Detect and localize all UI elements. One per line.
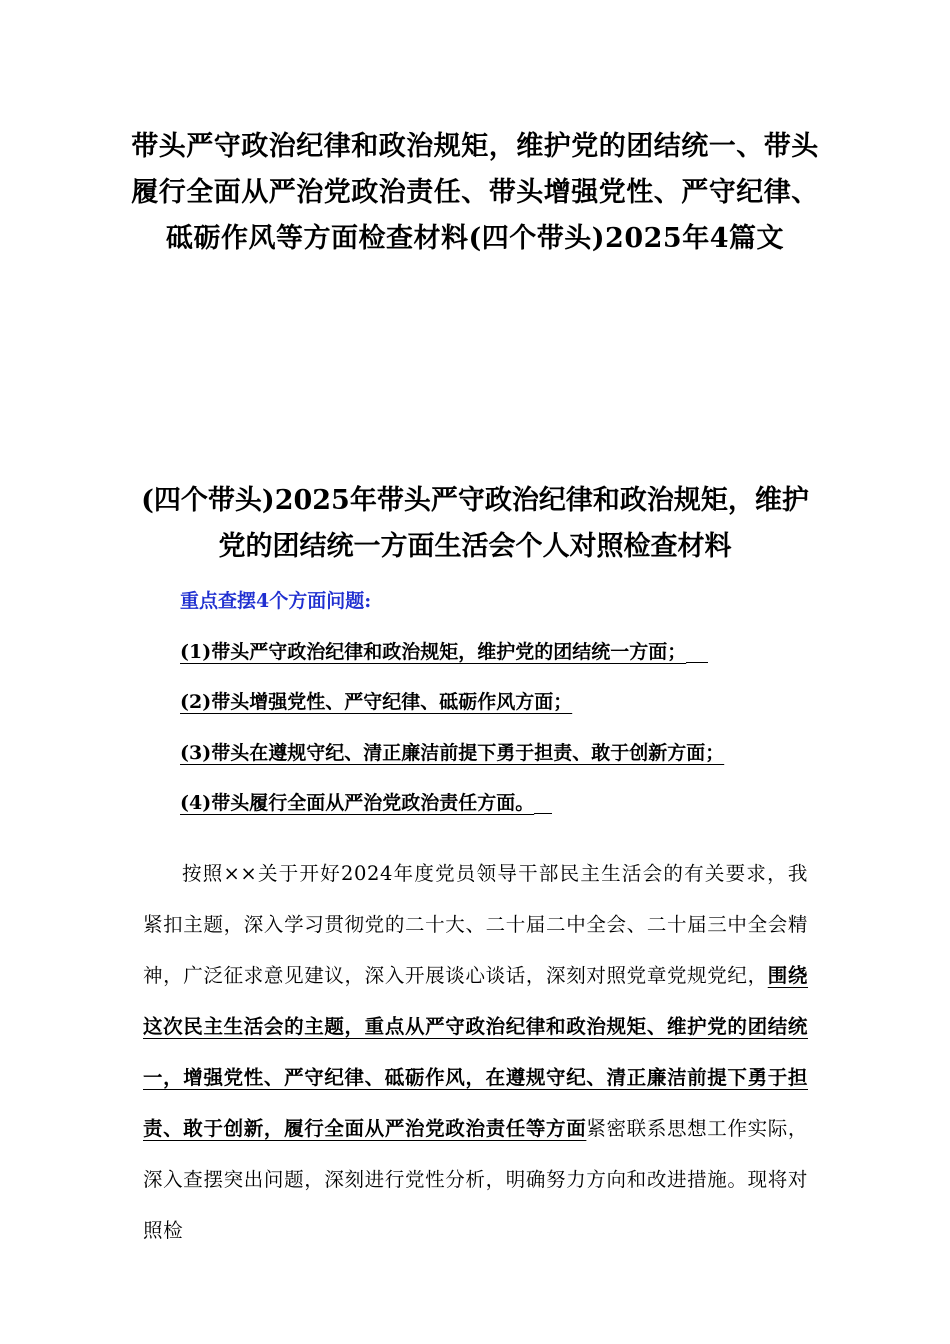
focus-item-4: [180, 788, 552, 815]
underline-rule: [534, 812, 552, 814]
focus-item-2: [180, 687, 572, 714]
focus-item-3: [180, 738, 724, 765]
paragraph-text: 紧密联系思想工作实际，深入查摆突出问题，深刻进行党性分析，明确努力方向和改进措施。现将对照检: [143, 1116, 809, 1242]
focus-heading: 重点查摆4个方面问题:: [180, 590, 372, 612]
section-title: (四个带头)2025年带头严守政治纪律和政治规矩，维护党的团结统一方面生活会个人对照检查材料: [141, 485, 809, 562]
body-paragraph: [143, 848, 808, 1256]
document-title: 带头严守政治纪律和政治规矩，维护党的团结统一、带头履行全面从严治党政治责任、带头增强党性、严守纪律、砥砺作风等方面检查材料(四个带头)2025年4篇文: [131, 131, 819, 254]
focus-item-text: (4)带头履行全面从严治党政治责任方面。: [180, 792, 535, 814]
focus-item-text: (1)带头严守政治纪律和政治规矩，维护党的团结统一方面；: [180, 641, 687, 663]
paragraph-text: 按照××关于开好2024年度党员领导干部民主生活会的有关要求，我紧扣主题，深入学习贯彻党的二十大、二十届二中全会、二十届三中全会精神，广泛征求意见建议，深入开展谈心谈话，深刻对照党章党规党纪，: [143, 861, 808, 987]
focus-item-text: (2)带头增强党性、严守纪律、砥砺作风方面；: [180, 691, 573, 713]
focus-item-1: [180, 637, 708, 664]
paragraph-emphasis: 围绕这次民主生活会的主题，重点从严守政治纪律和政治规矩、维护党的团结统一，增强党性、严守纪律、砥砺作风，在遵规守纪、清正廉洁前提下勇于担责、敢于创新，履行全面从严治党政治责任等方面: [143, 963, 809, 1140]
focus-item-text: (3)带头在遵规守纪、清正廉洁前提下勇于担责、敢于创新方面；: [180, 742, 725, 764]
underline-rule: [686, 661, 708, 663]
